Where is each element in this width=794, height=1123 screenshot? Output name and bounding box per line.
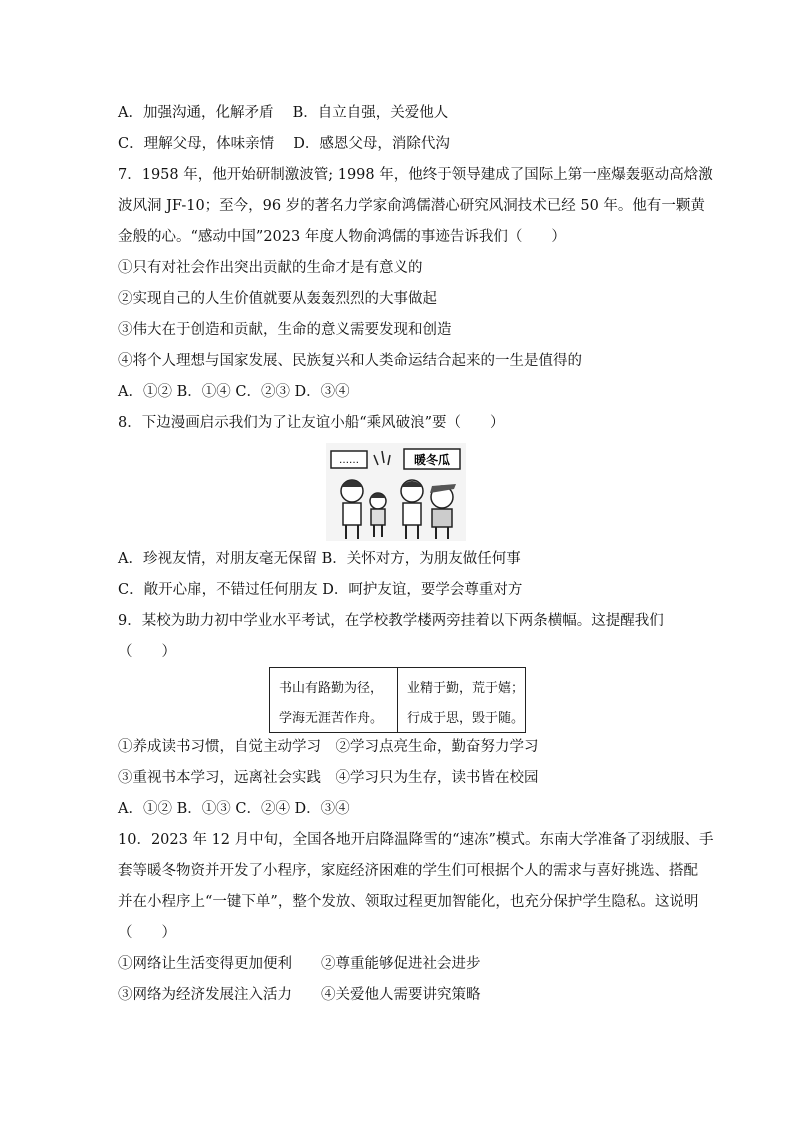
- q8-stem: 8．下边漫画启示我们为了让友谊小船“乘风破浪”要（ ）: [118, 415, 505, 431]
- q6-options-line-2: C．理解父母，体味亲情 D．感恩父母，消除代沟: [118, 136, 450, 152]
- q10-items-row-2: ③网络为经济发展注入活力 ④关爱他人需要讲究策略: [118, 987, 481, 1003]
- q10-stem-line-4: （ ）: [118, 925, 176, 941]
- q7-item-3: ③伟大在于创造和贡献，生命的意义需要发现和创造: [118, 322, 452, 338]
- q8-options-line-1: A．珍视友情，对朋友毫无保留 B．关怀对方，为朋友做任何事: [118, 551, 521, 567]
- q7-options: A．①② B．①④ C．②③ D．③④: [118, 384, 350, 400]
- banner-left-line-2: 学海无涯苦作舟。: [279, 711, 384, 726]
- q10-stem-line-2: 套等暖冬物资并开发了小程序，家庭经济困难的学生们可根据个人的需求与喜好挑选、搭配: [118, 863, 698, 879]
- cartoon-sign-text: 暖冬瓜: [413, 453, 451, 467]
- banner-left-line-1: 书山有路勤为径，: [279, 681, 384, 696]
- banner-left: [270, 668, 398, 732]
- q10-items-row-1: ①网络让生活变得更加便利 ②尊重能够促进社会进步: [118, 956, 481, 972]
- q8-options-line-2: C．敞开心扉，不错过任何朋友 D．呵护友谊，要学会尊重对方: [118, 582, 523, 598]
- q9-stem-line-1: 9．某校为助力初中学业水平考试，在学校教学楼两旁挂着以下两条横幅。这提醒我们: [118, 613, 664, 629]
- q7-stem-line-1: 7．1958 年，他开始研制激波管; 1998 年，他终于领导建成了国际上第一座爆轰驱动高焓激: [118, 167, 713, 183]
- friendship-cartoon-image: [326, 443, 466, 541]
- q9-stem-line-2: （ ）: [118, 644, 176, 660]
- q7-stem-line-3: 金般的心。“感动中国”2023 年度人物俞鸿儒的事迹告诉我们（ ）: [118, 229, 566, 245]
- cartoon-bubble-text: ……: [339, 455, 359, 466]
- q9-items-row-2: ③重视书本学习，远离社会实践 ④学习只为生存，读书皆在校园: [118, 770, 539, 786]
- banner-right-line-1: 业精于勤，荒于嬉；: [407, 681, 525, 696]
- q10-stem-line-1: 10．2023 年 12 月中旬，全国各地开启降温降雪的“速冻”模式。东南大学准备了羽绒服、手: [118, 832, 714, 848]
- q9-banner-table: [269, 667, 526, 733]
- q7-item-1: ①只有对社会作出突出贡献的生命才是有意义的: [118, 260, 423, 276]
- q7-item-2: ②实现自己的人生价值就要从轰轰烈烈的大事做起: [118, 291, 437, 307]
- banner-right-line-2: 行成于思，毁于随。: [407, 711, 525, 726]
- q7-item-4: ④将个人理想与国家发展、民族复兴和人类命运结合起来的一生是值得的: [118, 353, 582, 369]
- banner-right: [398, 668, 525, 732]
- q9-options: A．①② B．①③ C．②④ D．③④: [118, 801, 350, 817]
- q10-stem-line-3: 并在小程序上“一键下单”，整个发放、领取过程更加智能化，也充分保护学生隐私。这说明: [118, 894, 699, 910]
- q9-items-row-1: ①养成读书习惯，自觉主动学习 ②学习点亮生命，勤奋努力学习: [118, 739, 539, 755]
- q7-stem-line-2: 波风洞 JF-10；至今，96 岁的著名力学家俞鸿儒潜心研究风洞技术已经 50 年。他有一颗黄: [118, 198, 705, 214]
- q6-options-line-1: A．加强沟通，化解矛盾 B．自立自强，关爱他人: [118, 105, 449, 121]
